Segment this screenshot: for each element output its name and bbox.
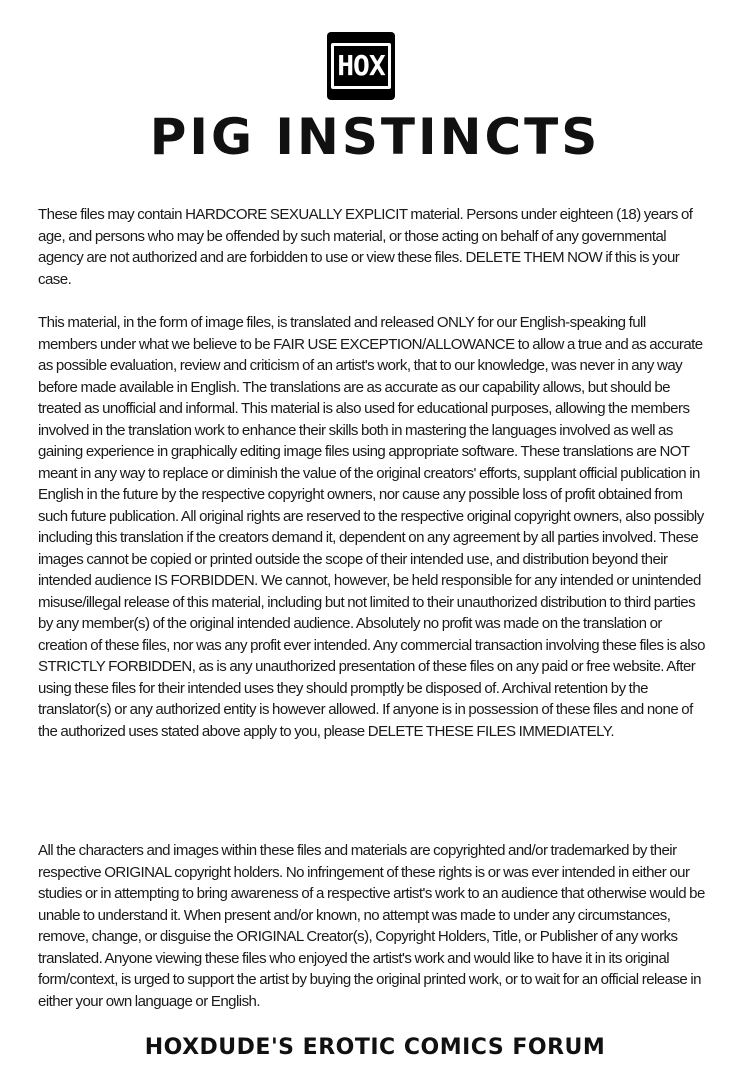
copyright-paragraph: All the characters and images within these files and materials are copyrighted and/or trademarked by their respective ORIGINAL copyright holders. No infringement of these rights is or was ever intended in either our studies or in attempting to bring awareness of a respective artist's work to an audience that otherwise would be unable to understand it. When present and/or known, no attempt was made to under any circumstances, remove, change, or disguise the ORIGINAL Creator(s), Copyright Holders, Title, or Publisher of any works translated. Anyone viewing these files who enjoyed the artist's work and would like to have it in its original form/context, is urged to support the artist by buying the original printed work, or to wait for an official release in either your own language or English. xyxy=(38,842,705,1010)
forum-footer: HOXDUDE'S EROTIC COMICS FORUM xyxy=(144,1035,606,1060)
hox-logo xyxy=(327,32,395,100)
logo-text: HOX xyxy=(331,43,391,89)
fair-use-paragraph: This material, in the form of image files, is translated and released ONLY for our English-speaking full members under what we believe to be FAIR USE EXCEPTION/ALLOWANCE to allow a true and as accurate as possible evaluation, review and criticism of an artist's work, that to our knowledge, was never in any way before made available in English. The translations are as accurate as our capability allows, but should be treated as unofficial and informal. This material is also used for educational purposes, allowing the members involved in the translation work to enhance their skills both in mastering the languages involved as well as gaining experience in graphically editing image files using appropriate software. These translations are NOT meant in any way to replace or diminish the value of the original creators' efforts, supplant official publication in English in the future by the respective copyright owners, nor cause any possible loss of profit obtained from such future publication. All original rights are reserved to the respective original copyright owners, also possibly including this translation if the creators demand it, dependent on any agreement by all parties involved. These images cannot be copied or printed outside the scope of their intended use, and distribution beyond their intended audience IS FORBIDDEN. We cannot, however, be held responsible for any intended or unintended misuse/illegal release of this material, including but not limited to their unauthorized distribution to third parties by any member(s) of the original intended audience. Absolutely no profit was made on the translation or creation of these files, nor was any profit ever intended. Any commercial transaction involving these files is also STRICTLY FORBIDDEN, as is any unauthorized presentation of these files on any paid or free website. After using these files for their intended uses they should promptly be disposed of. Archival retention by the translator(s) or any authorized entity is however allowed. If anyone is in possession of these files and none of the authorized uses stated above apply to you, please DELETE THESE FILES IMMEDIATELY. xyxy=(38,314,705,740)
warning-paragraph: These files may contain HARDCORE SEXUALLY EXPLICIT material. Persons under eighteen (18) years of age, and persons who may be offended by such material, or those acting on behalf of any governmental agency are not authorized and are forbidden to use or view these files. DELETE THEM NOW if this is your case. xyxy=(38,206,693,288)
page-title: PIG INSTINCTS xyxy=(149,108,601,166)
